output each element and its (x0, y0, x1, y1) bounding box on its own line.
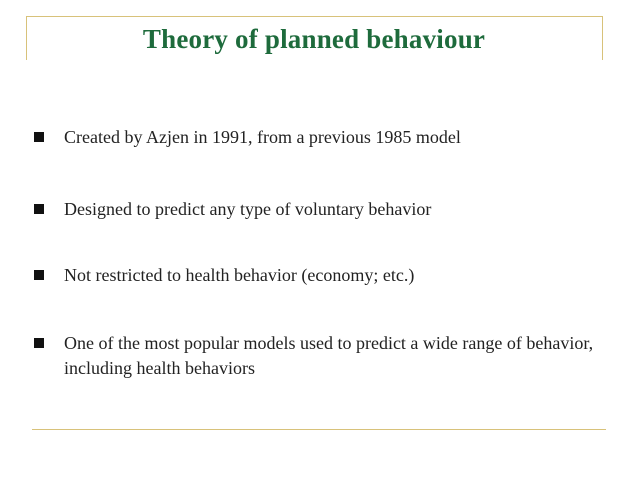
square-bullet-icon (34, 132, 44, 142)
square-bullet-icon (34, 338, 44, 348)
bullet-text: Created by Azjen in 1991, from a previous 1985 model (64, 127, 461, 147)
bullet-text: Designed to predict any type of voluntary behavior (64, 199, 432, 219)
frame-bottom-line (32, 429, 606, 430)
slide-title: Theory of planned behaviour (142, 24, 486, 54)
bullet-text: One of the most popular models used to predict a wide range of behavior, including health behaviors (64, 333, 594, 378)
square-bullet-icon (34, 204, 44, 214)
frame-top-line (26, 16, 602, 17)
square-bullet-icon (34, 270, 44, 280)
frame-right-line (602, 16, 603, 60)
bullet-text: Not restricted to health behavior (economy; etc.) (64, 265, 415, 285)
